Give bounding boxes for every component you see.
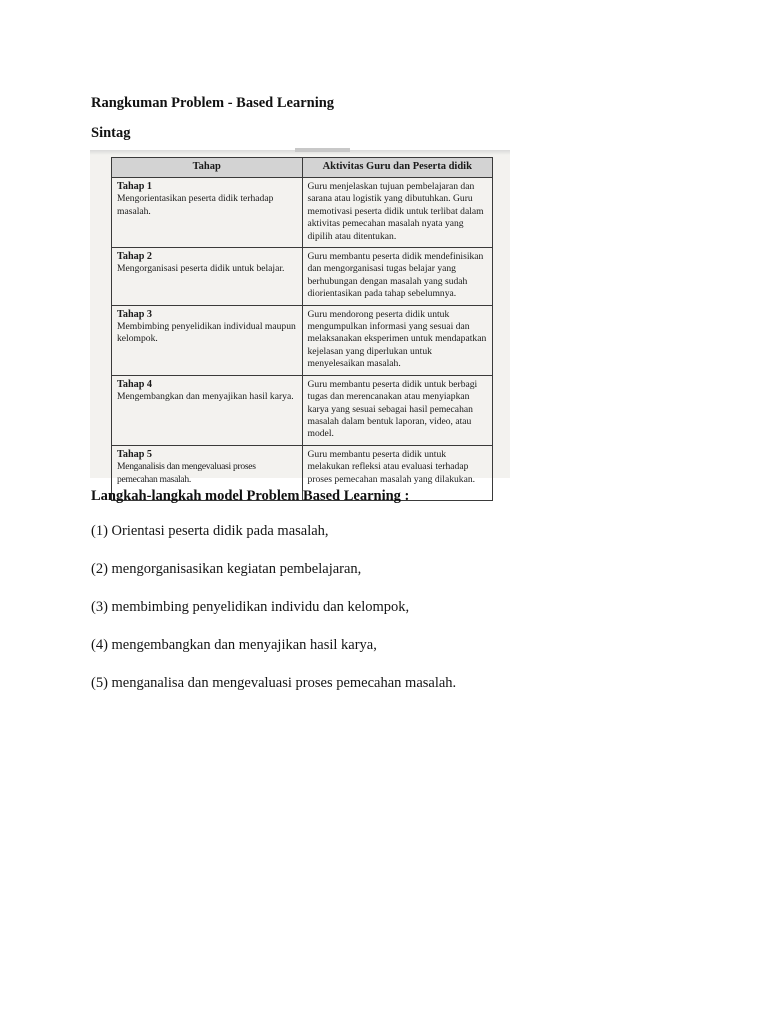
list-item: (5) menganalisa dan mengevaluasi proses pemecahan masalah. [91,675,457,691]
activity-cell: Guru membantu peserta didik untuk melakukan refleksi atau evaluasi terhadap proses pemecahan masalah yang dilakukan. [302,445,493,500]
list-item: (1) Orientasi peserta didik pada masalah, [91,523,329,539]
table-row [112,305,493,375]
document-title: Rangkuman Problem - Based Learning [91,95,335,111]
activity-cell: Guru mendorong peserta didik untuk mengumpulkan informasi yang sesuai dan melaksanakan eksperimen untuk mendapatkan kejelasan yang diperlukan untuk menyelesaikan masalah. [302,305,493,375]
table-row [112,248,493,306]
stage-label: Tahap 4 [117,378,153,390]
stage-cell [112,248,303,306]
sintag-table [111,157,493,501]
stage-description: Mengorganisasi peserta didik untuk belajar. [117,263,285,275]
table-row [112,178,493,248]
stage-label: Tahap 3 [117,308,153,320]
stage-label: Tahap 2 [117,251,153,263]
steps-heading: Langkah-langkah model Problem Based Learning : [91,488,410,504]
stage-label: Tahap 5 [117,448,153,460]
list-item: (4) mengembangkan dan menyajikan hasil karya, [91,637,377,653]
table-row [112,375,493,445]
activity-cell: Guru membantu peserta didik mendefinisikan dan mengorganisasi tugas belajar yang berhubungan dengan masalah yang sudah diorientasikan pada tahap sebelumnya. [302,248,493,306]
stage-description: Mengorientasikan peserta didik terhadap masalah. [117,193,274,217]
activity-cell: Guru menjelaskan tujuan pembelajaran dan sarana atau logistik yang dibutuhkan. Guru memotivasi peserta didik untuk terlibat dalam aktivitas pemecahan masalah nyata yang dipilih atau ditentukan. [302,178,493,248]
table-header-row [112,158,493,178]
stage-label: Tahap 1 [117,181,153,192]
list-item: (3) membimbing penyelidikan individu dan kelompok, [91,599,410,615]
section-heading-sintag: Sintag [91,125,131,141]
stage-description: Mengembangkan dan menyajikan hasil karya. [117,391,294,403]
activity-cell: Guru membantu peserta didik untuk berbagi tugas dan merencanakan atau menyiapkan karya yang sesuai sebagai hasil pemecahan masalah dalam bentuk laporan, video, atau model. [302,375,493,445]
stage-cell [112,178,303,248]
stage-description: Menganalisis dan mengevaluasi proses pemecahan masalah. [117,461,256,485]
table-header-aktivitas: Aktivitas Guru dan Peserta didik [302,158,493,178]
stage-description: Membimbing penyelidikan individual maupun kelompok. [117,321,296,345]
list-item: (2) mengorganisasikan kegiatan pembelajaran, [91,561,362,577]
table-header-tahap: Tahap [112,158,303,178]
stage-cell [112,375,303,445]
steps-list [91,522,456,712]
scan-tape-strip [295,148,350,152]
stage-cell [112,305,303,375]
